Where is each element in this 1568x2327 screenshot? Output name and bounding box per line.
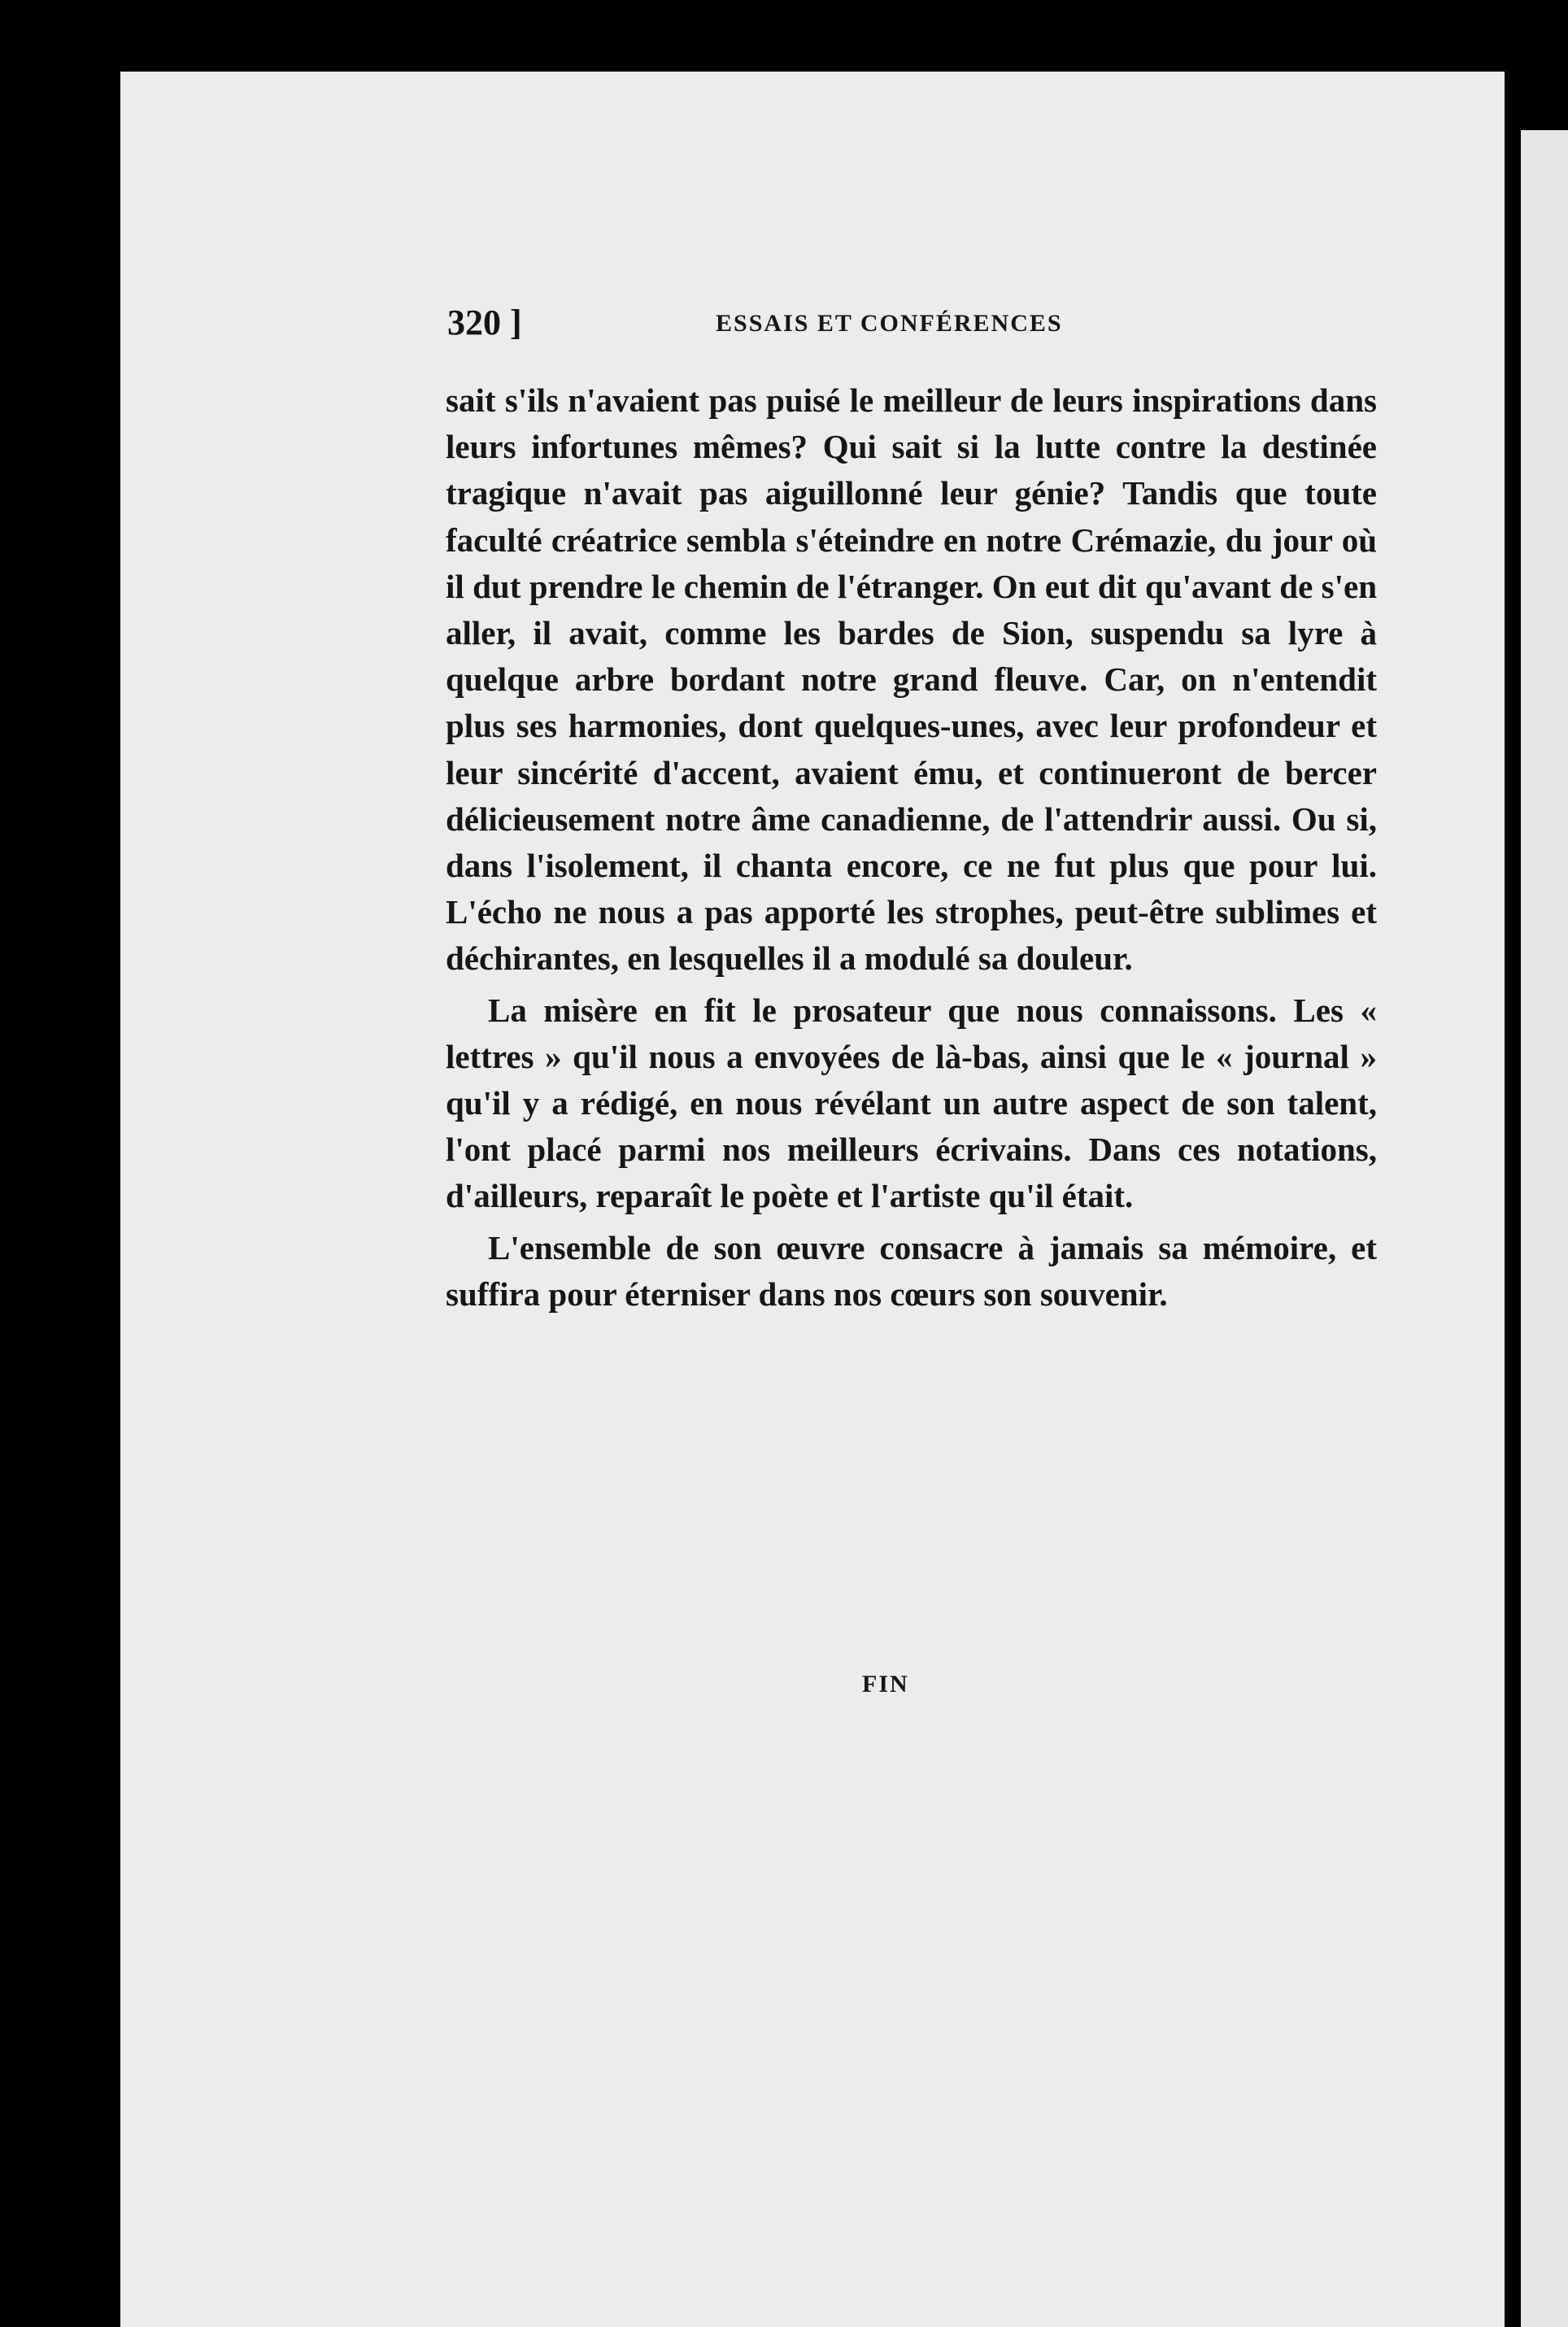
page-header <box>447 303 1391 343</box>
end-mark: FIN <box>862 1671 909 1697</box>
facing-page-edge <box>1521 130 1568 2327</box>
paragraph-2: La misère en fit le prosateur que nous connaissons. Les « lettres » qu'il nous a envoyées de là-bas, ainsi que le « journal » qu'il y a rédigé, en nous révélant un autre aspect de son talent, l'ont placé parmi nos meilleurs écrivains. Dans ces notations, d'ailleurs, reparaît le poète et l'artiste qu'il était. <box>446 991 1377 1215</box>
paragraph-1: sait s'ils n'avaient pas puisé le meilleur de leurs inspirations dans leurs infortunes mêmes? Qui sait si la lutte contre la destinée tragique n'avait pas aiguillonné leur génie? Tandis que toute faculté créatrice sembla s'éteindre en notre Crémazie, du jour où il dut prendre le chemin de l'étranger. On eut dit qu'avant de s'en aller, il avait, comme les bardes de Sion, suspendu sa lyre à quelque arbre bordant notre grand fleuve. Car, on n'entendit plus ses harmonies, dont quelques-unes, avec leur profondeur et leur sincérité d'accent, avaient ému, et continueront de bercer délicieusement notre âme canadienne, de l'attendrir aussi. Ou si, dans l'isolement, il chanta encore, ce ne fut plus que pour lui. L'écho ne nous a pas apporté les strophes, peut-être sublimes et déchirantes, en lesquelles il a modulé sa douleur. <box>446 381 1377 978</box>
page-number: 320 ] <box>447 303 522 342</box>
paragraph-3: L'ensemble de son œuvre consacre à jamais sa mémoire, et suffira pour éterniser dans nos cœurs son souvenir. <box>446 1228 1377 1313</box>
running-title: ESSAIS ET CONFÉRENCES <box>716 310 1063 337</box>
body-text <box>446 377 1377 1318</box>
